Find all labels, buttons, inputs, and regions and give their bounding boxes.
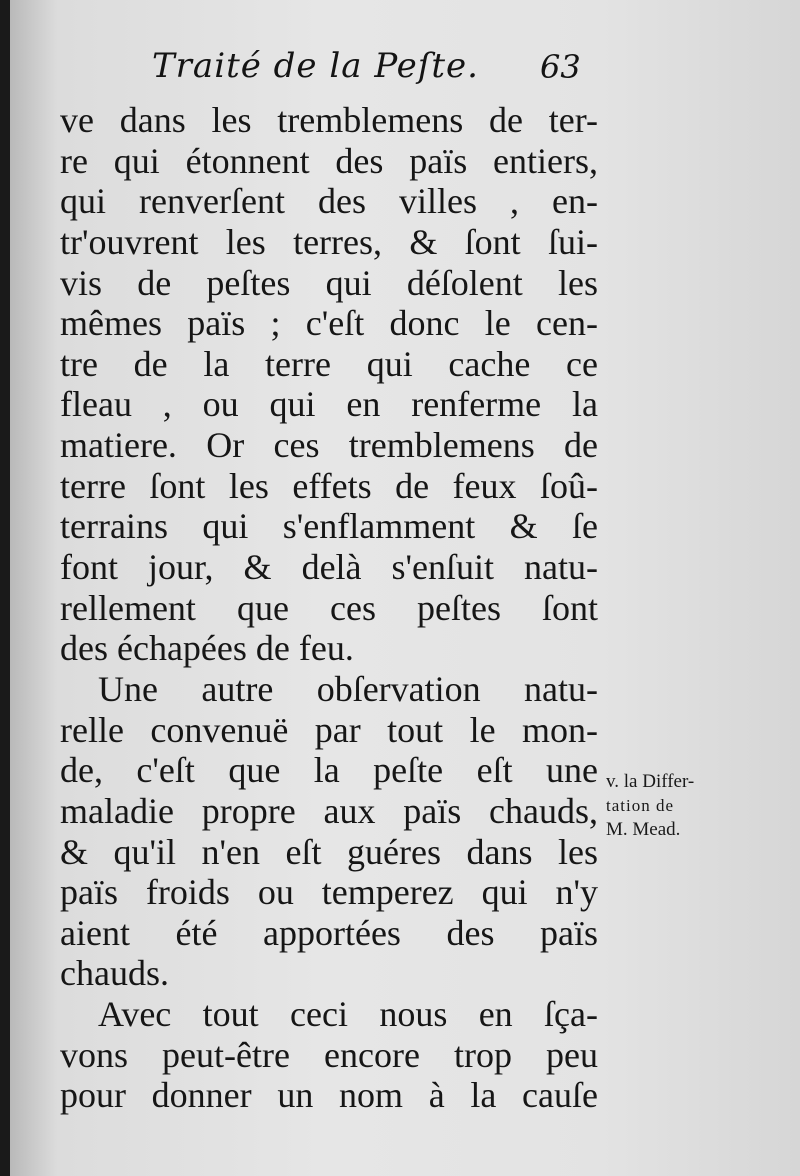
- text-line: aient été apportées des païs: [60, 912, 598, 953]
- text-line: de, c'eſt que la peſte eſt une: [60, 750, 598, 791]
- text-line: Une autre obſervation natu-: [98, 668, 598, 709]
- text-line: rellement que ces peſtes ſont: [60, 587, 598, 628]
- text-line: vis de peſtes qui déſolent les: [60, 262, 598, 303]
- text-line: des échapées de feu.: [60, 628, 354, 669]
- text-line: tre de la terre qui cache ce: [60, 343, 598, 384]
- running-head: [10, 40, 610, 96]
- book-page: [10, 0, 800, 1176]
- text-line: fleau , ou qui en renferme la: [60, 384, 598, 425]
- text-line: ve dans les tremblemens de ter-: [60, 100, 598, 140]
- text-line: font jour, & delà s'enſuit natu-: [60, 547, 598, 588]
- text-line: qui renverſent des villes , en-: [60, 181, 598, 222]
- text-line: relle convenuë par tout le mon-: [60, 709, 598, 750]
- text-line: Avec tout ceci nous en ſça-: [98, 994, 598, 1035]
- page-header-title: Traité de la Peſte.: [152, 46, 479, 86]
- text-line: vons peut-être encore trop peu: [60, 1034, 598, 1075]
- text-line: maladie propre aux païs chauds,: [60, 790, 598, 831]
- text-line: pour donner un nom à la cauſe: [60, 1075, 598, 1116]
- text-line: païs froids ou temperez qui n'y: [60, 872, 598, 913]
- marginal-note-line: v. la Differ-: [606, 771, 695, 792]
- text-line: & qu'il n'en eſt guéres dans les: [60, 831, 598, 872]
- text-line: re qui étonnent des païs entiers,: [60, 140, 598, 181]
- text-line: terre ſont les effets de feux ſoû-: [60, 465, 598, 506]
- text-line: chauds.: [60, 953, 169, 994]
- body-text: [60, 100, 598, 1116]
- text-line: mêmes païs ; c'eſt donc le cen-: [60, 303, 598, 344]
- show-through-text: [622, 378, 627, 408]
- page-number: 63: [540, 48, 581, 86]
- marginal-note-line: M. Mead.: [606, 819, 681, 840]
- text-line: terrains qui s'enflamment & ſe: [60, 506, 598, 547]
- text-line: tr'ouvrent les terres, & ſont ſui-: [60, 221, 598, 262]
- marginal-note-line: tation de: [606, 796, 675, 815]
- marginal-note: [606, 770, 770, 842]
- text-line: matiere. Or ces tremblemens de: [60, 425, 598, 466]
